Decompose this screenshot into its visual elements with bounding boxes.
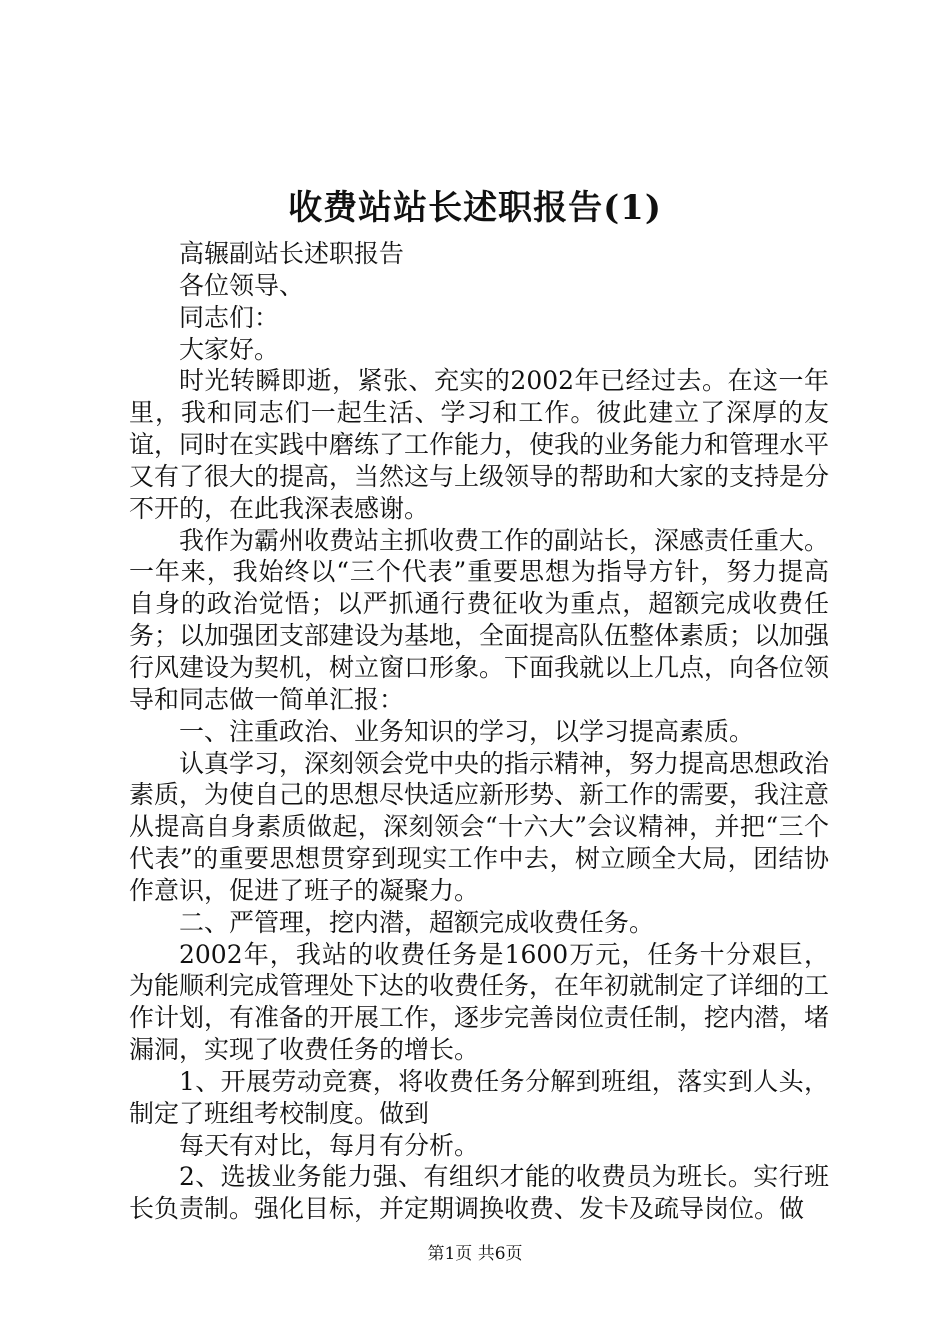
- paragraph-greeting: 大家好。: [179, 334, 280, 364]
- paragraph-item-1: 1、开展劳动竞赛，将收费任务分解到班组，落实到人头，制定了班组考校制度。做到: [129, 1066, 829, 1128]
- paragraph-task: 2002年，我站的收费任务是1600万元，任务十分艰巨，为能顺利完成管理处下达的收费任务，在年初就制定了详细的工作计划，有准备的开展工作，逐步完善岗位责任制，挖内潜，堵漏洞，实现了收费任务的增长。: [129, 939, 830, 1065]
- section-heading-1: 一、注重政治、业务知识的学习，以学习提高素质。: [179, 716, 755, 746]
- paragraph-salutation-comrades: 同志们：: [179, 302, 280, 332]
- paragraph-salutation-leaders: 各位领导、: [179, 270, 305, 300]
- paragraph-responsibility: 我作为霸州收费站主抓收费工作的副站长，深感责任重大。一年来，我始终以“三个代表”重要思想为指导方针，努力提高自身的政治觉悟；以严抓通行费征收为重点，超额完成收费任务；以加强团支部建设为基地，全面提高队伍整体素质；以加强行风建设为契机，树立窗口形象。下面我就以上几点，向各位领导和同志做一简单汇报：: [129, 525, 830, 714]
- paragraph-item-2: 2、选拔业务能力强、有组织才能的收费员为班长。实行班长负责制。强化目标，并定期调换收费、发卡及疏导岗位。做: [129, 1162, 829, 1224]
- page-footer: 第1页 共6页: [427, 1244, 523, 1264]
- paragraph-subtitle: 高辗副站长述职报告: [179, 239, 405, 268]
- paragraph-intro: 时光转瞬即逝，紧张、充实的2002年已经过去。在这一年里，我和同志们一起生活、学习和工作。彼此建立了深厚的友谊，同时在实践中磨练了工作能力，使我的业务能力和管理水平又有了很大的提高，当然这与上级领导的帮助和大家的支持是分不开的，在此我深表感谢。: [129, 366, 830, 523]
- document-title: 收费站站长述职报告(1): [288, 188, 662, 228]
- section-heading-2: 二、严管理，挖内潜，超额完成收费任务。: [179, 907, 655, 937]
- paragraph-item-1-cont: 每天有对比，每月有分析。: [179, 1130, 480, 1160]
- paragraph-study: 认真学习，深刻领会党中央的指示精神，努力提高思想政治素质，为使自己的思想尽快适应新形势、新工作的需要，我注意从提高自身素质做起，深刻领会“十六大”会议精神，并把“三个代表”的重要思想贯穿到现实工作中去，树立顾全大局，团结协作意识，促进了班子的凝聚力。: [129, 748, 830, 905]
- document-body: [129, 238, 829, 1225]
